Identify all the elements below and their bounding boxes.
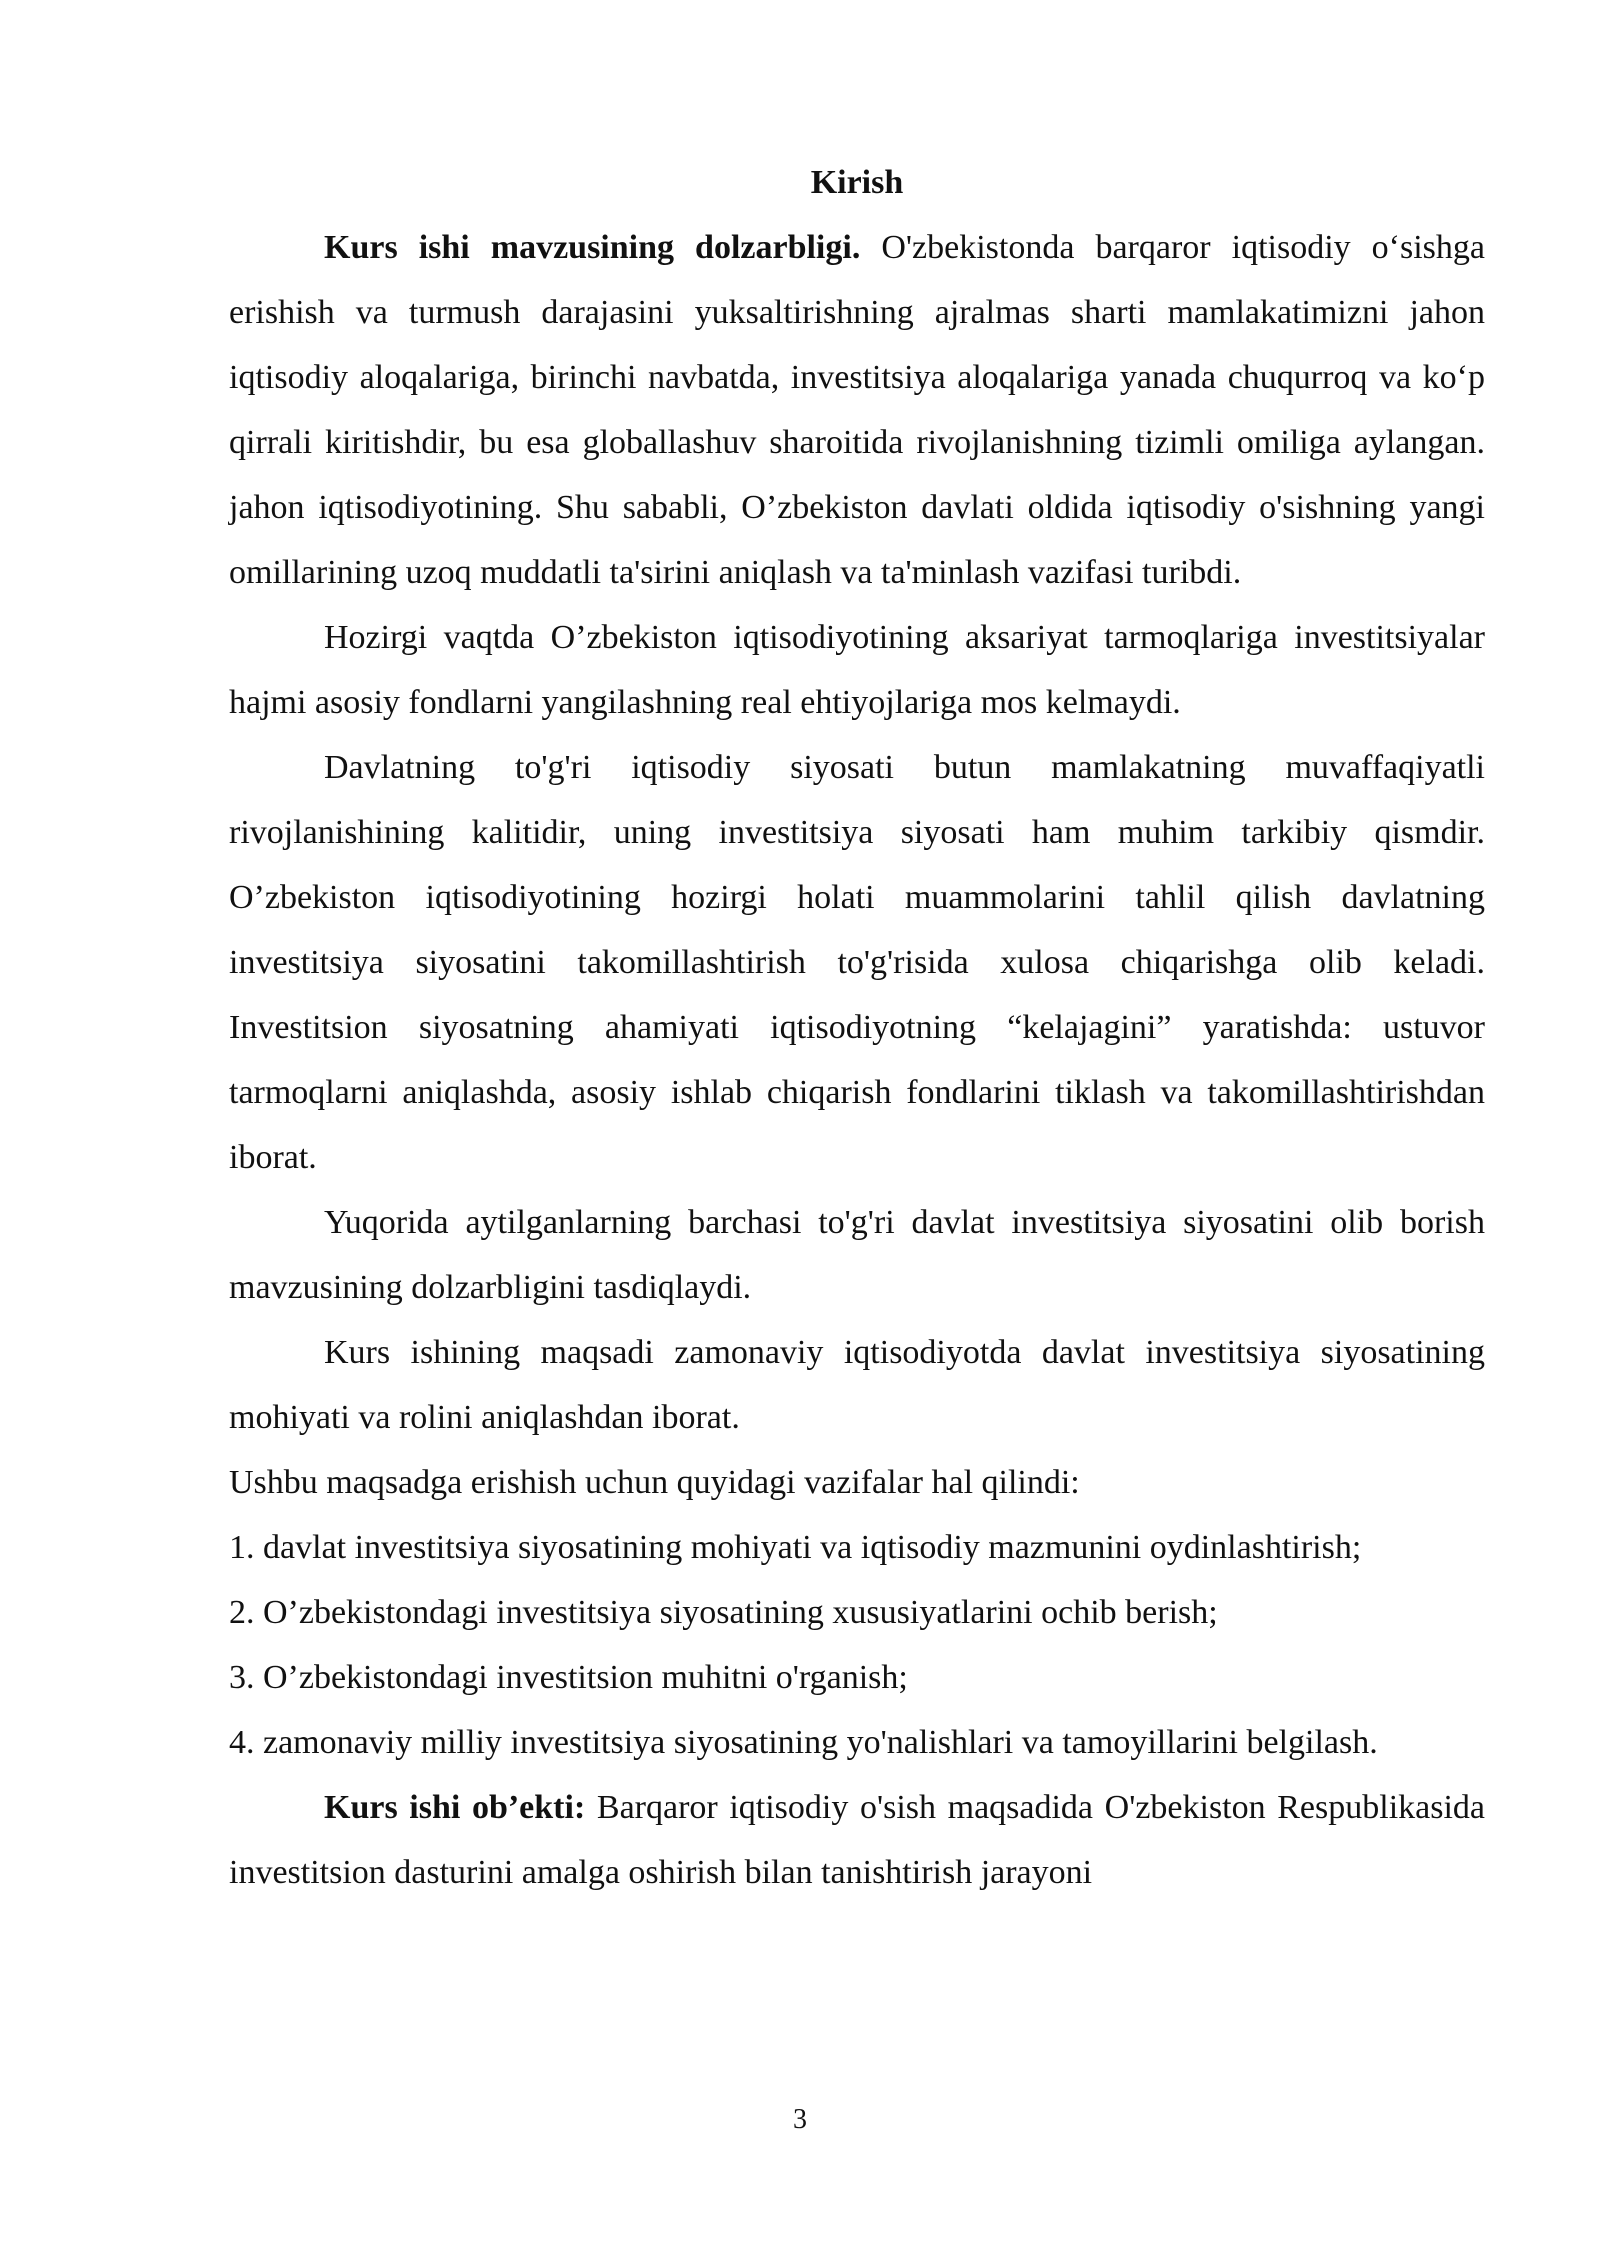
paragraph-object [229, 1775, 1485, 1905]
task-item-3: 3. O’zbekistondagi investitsion muhitni o'rganish; [229, 1659, 908, 1696]
paragraph-goal: Kurs ishining maqsadi zamonaviy iqtisodiyotda davlat investitsiya siyosatining mohiyati va rolini aniqlashdan iborat. [229, 1334, 1485, 1436]
paragraph-investment-volume: Hozirgi vaqtda O’zbekiston iqtisodiyotining aksariyat tarmoqlariga investitsiyalar hajmi asosiy fondlarni yangilashning real ehtiyojlariga mos kelmaydi. [229, 619, 1485, 721]
task-item-1: 1. davlat investitsiya siyosatining mohiyati va iqtisodiy mazmunini oydinlashtirish; [229, 1529, 1362, 1566]
paragraph-economic-policy: Davlatning to'g'ri iqtisodiy siyosati butun mamlakatning muvaffaqiyatli rivojlanishining kalitidir, uning investitsiya siyosati ham muhim tarkibiy qismdir. O’zbekiston iqtisodiyotining hozirgi holati muammolarini tahlil qilish davlatning investitsiya siyosatini takomillashtirish to'g'risida xulosa chiqarishga olib keladi. Investitsion siyosatning ahamiyati iqtisodiyotning “kelajagini” yaratishda: ustuvor tarmoqlarni aniqlashda, asosiy ishlab chiqarish fondlarini tiklash va takomillashtirishdan iborat. [229, 749, 1485, 1176]
task-item-2: 2. O’zbekistondagi investitsiya siyosatining xususiyatlarini ochib berish; [229, 1594, 1218, 1631]
page-number: 3 [793, 2104, 807, 2135]
page-content [229, 150, 1485, 1905]
object-text: Barqaror iqtisodiy o'sish maqsadida O'zbekiston Respublikasida investitsion dasturini amalga oshirish bilan tanishtirish jarayoni [229, 1789, 1485, 1891]
relevance-lead: Kurs ishi mavzusining dolzarbligi. [324, 229, 861, 266]
paragraph-relevance [229, 215, 1485, 605]
relevance-text: O'zbekistonda barqaror iqtisodiy oʻsishga erishish va turmush darajasini yuksaltirishning ajralmas sharti mamlakatimizni jahon iqtisodiy aloqalariga, birinchi navbatda, investitsiya aloqalariga yanada chuqurroq va koʻp qirrali kiritishdir, bu esa globallashuv sharoitida rivojlanishning tizimli omiliga aylangan. jahon iqtisodiyotining. Shu sababli, O’zbekiston davlati oldida iqtisodiy o'sishning yangi omillarining uzoq muddatli ta'sirini aniqlash va ta'minlash vazifasi turibdi. [229, 229, 1485, 591]
section-heading: Kirish [810, 164, 904, 201]
paragraph-tasks-intro: Ushbu maqsadga erishish uchun quyidagi vazifalar hal qilindi: [229, 1464, 1080, 1501]
object-lead: Kurs ishi ob’ekti: [324, 1789, 586, 1826]
paragraph-confirmation: Yuqorida aytilganlarning barchasi to'g'ri davlat investitsiya siyosatini olib borish mavzusining dolzarbligini tasdiqlaydi. [229, 1204, 1485, 1306]
task-item-4: 4. zamonaviy milliy investitsiya siyosatining yo'nalishlari va tamoyillarini belgilash. [229, 1724, 1378, 1761]
